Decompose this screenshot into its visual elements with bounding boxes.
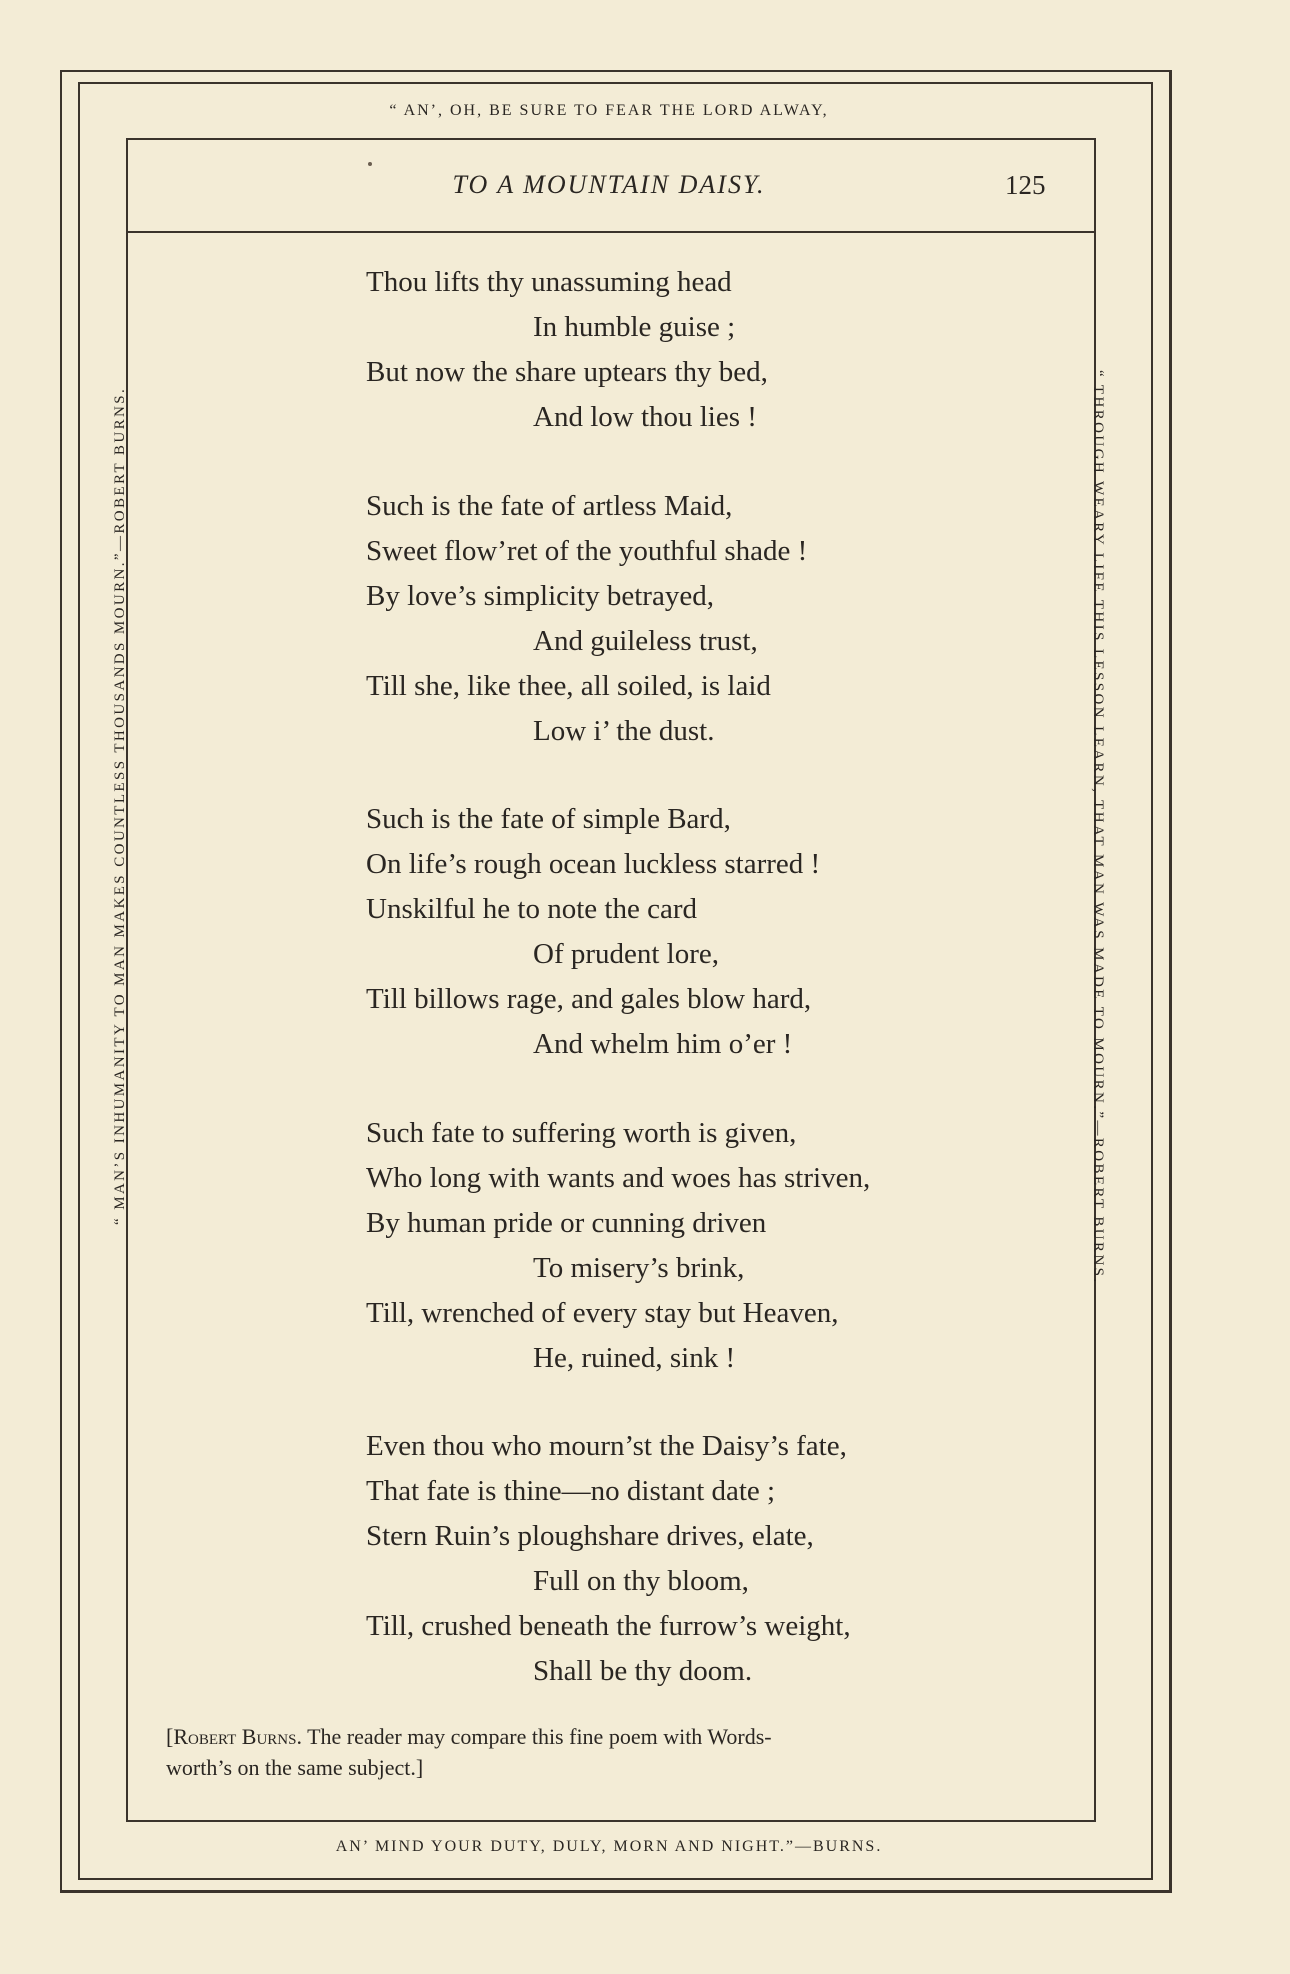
- poem-line: Unskilful he to note the card: [366, 893, 697, 925]
- editorial-note: [166, 1721, 1076, 1783]
- stanza: [366, 1111, 1046, 1381]
- poem-line: Full on thy bloom,: [533, 1565, 749, 1597]
- poem-line: Till billows rage, and gales blow hard,: [366, 983, 812, 1015]
- stanza: [366, 484, 1046, 754]
- poem-line: And whelm him o’er !: [533, 1028, 793, 1060]
- poem-line: Till she, like thee, all soiled, is laid: [366, 669, 771, 702]
- stanza: [366, 797, 1046, 1067]
- top-motto: “ AN’, OH, BE SURE TO FEAR THE LORD ALWAY,: [389, 102, 829, 119]
- poem-line: But now the share uptears thy bed,: [366, 356, 768, 388]
- poem-line: Low i’ the dust.: [533, 714, 715, 747]
- poem-line: Sweet flow’ret of the youthful shade !: [366, 534, 808, 567]
- poem-line: Till, wrenched of every stay but Heaven,: [366, 1296, 839, 1329]
- poem-line: To misery’s brink,: [533, 1251, 745, 1284]
- poem-line: He, ruined, sink !: [533, 1341, 736, 1374]
- poem-line: By love’s simplicity betrayed,: [366, 579, 714, 612]
- note-author: Robert Burns.: [173, 1724, 302, 1749]
- poem-line: Of prudent lore,: [533, 938, 720, 970]
- note-open-bracket: [: [166, 1724, 174, 1749]
- poem-line: And guileless trust,: [533, 624, 758, 657]
- note-text-continued: worth’s on the same subject.]: [166, 1755, 424, 1780]
- poem-line: And low thou lies !: [533, 401, 757, 433]
- running-title: TO A MOUNTAIN DAISY.: [452, 170, 766, 199]
- left-side-motto: “ MAN’S INHUMANITY TO MAN MAKES COUNTLESS THOUSANDS MOURN.”—ROBERT BURNS.: [112, 386, 128, 1225]
- poem-line: Such fate to suffering worth is given,: [366, 1116, 797, 1149]
- poem-line: Even thou who mourn’st the Daisy’s fate,: [366, 1430, 847, 1462]
- poem-line: In humble guise ;: [533, 311, 736, 343]
- poem-line: Who long with wants and woes has striven,: [366, 1161, 871, 1194]
- page-number: 125: [1005, 170, 1046, 200]
- poem-line: That fate is thine—no distant date ;: [366, 1475, 776, 1507]
- note-text: The reader may compare this fine poem with Words-: [301, 1724, 772, 1749]
- bottom-motto: AN’ MIND YOUR DUTY, DULY, MORN AND NIGHT.”—BURNS.: [335, 1838, 883, 1855]
- poem-body: [366, 260, 1046, 1738]
- header-rule: [128, 231, 1094, 233]
- stanza: [366, 260, 1046, 440]
- poem-line: Shall be thy doom.: [533, 1655, 753, 1687]
- poem-line: On life’s rough ocean luckless starred !: [366, 848, 821, 880]
- poem-line: Such is the fate of simple Bard,: [366, 803, 731, 835]
- poem-line: Thou lifts thy unassuming head: [366, 266, 732, 298]
- poem-line: Such is the fate of artless Maid,: [366, 489, 733, 522]
- stanza: [366, 1424, 1046, 1694]
- poem-line: Stern Ruin’s ploughshare drives, elate,: [366, 1520, 814, 1552]
- poem-line: Till, crushed beneath the furrow’s weight,: [366, 1610, 851, 1642]
- print-speck: [368, 162, 372, 166]
- right-side-motto: “ THROUGH WEARY LIFE THIS LESSON LEARN, THAT MAN WAS MADE TO MOURN.”—ROBERT BURNS.: [1090, 370, 1106, 1285]
- poem-line: By human pride or cunning driven: [366, 1206, 767, 1239]
